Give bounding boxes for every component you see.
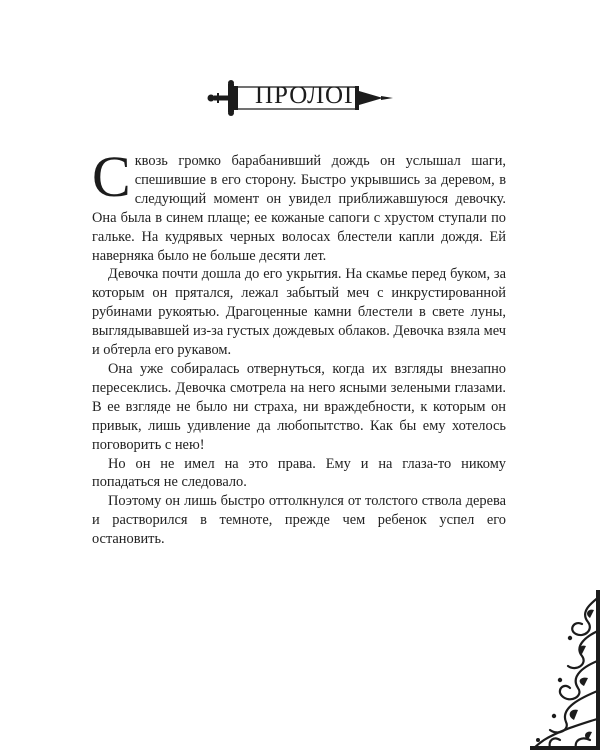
paragraph-text: квозь громко барабанивший дождь он услышал шаги, спешившие в его сторону. Быстро укрывшись за деревом, в следующий момент он увидел приближавшуюся девочку. Она была в синем плаще; ее кожаные сапоги с хрустом ступали по гальке. На кудрявых черных волосах блестели капли дождя. Ей наверняка было не больше десяти лет. (92, 153, 506, 264)
paragraph (92, 144, 506, 265)
chapter-title: ПРОЛОГ (255, 82, 360, 109)
prologue-text (92, 144, 506, 549)
paragraph: Она уже собиралась отвернуться, когда их взгляды внезапно пересеклись. Девочка смотрела на него ясными зелеными глазами. В ее взгляде не было ни страха, ни враждебности, к которым он привык, лишь удивление да любопытство. Как бы ему хотелось поговорить с нею! (92, 360, 506, 453)
paragraph: Но он не имел на это права. Ему и на глаза-то никому попадаться не следовало. (92, 455, 506, 491)
paragraph: Поэтому он лишь быстро оттолкнулся от толстого ствола дерева и растворился в темноте, прежде чем ребенок успел его остановить. (92, 493, 506, 548)
floral-corner-ornament (530, 590, 600, 750)
paragraph: Девочка почти дошла до его укрытия. На скамье перед буком, за которым он прятался, лежал забытый меч с инкрустированной рубинами рукоятью. Драгоценные камни блестели в свете луны, выглядывавшей из-за густых дождевых облаков. Девочка взяла меч и обтерла его рукавом. (92, 266, 506, 359)
drop-cap: С (92, 144, 131, 209)
chapter-heading (0, 78, 600, 118)
